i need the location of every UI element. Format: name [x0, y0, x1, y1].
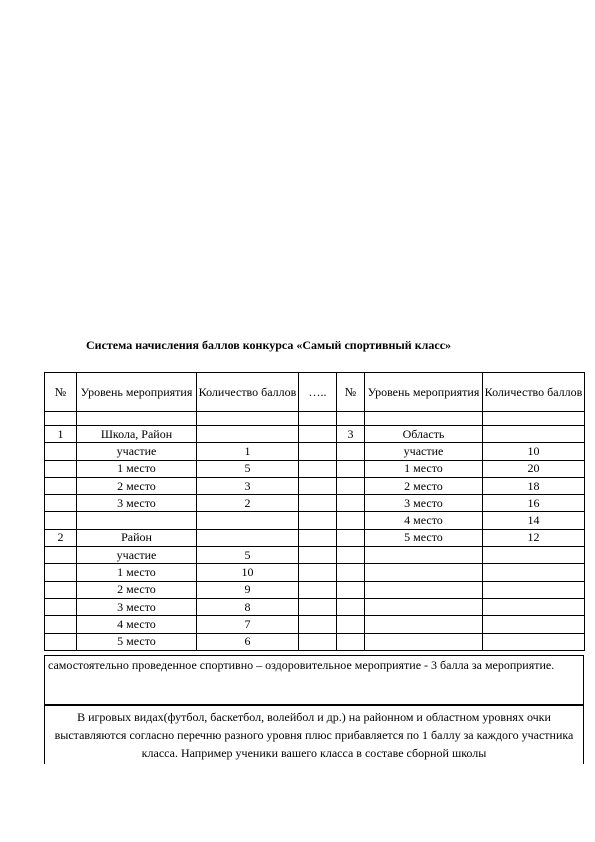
- table-cell: [197, 426, 299, 443]
- table-cell: 2: [197, 495, 299, 512]
- table-cell: 1: [45, 426, 77, 443]
- table-cell: участие: [365, 443, 483, 460]
- table-cell: Область: [365, 426, 483, 443]
- table-cell: [299, 598, 337, 615]
- table-cell: [197, 512, 299, 529]
- table-cell: [299, 495, 337, 512]
- table-row: [45, 598, 585, 615]
- header-cell: №: [45, 373, 77, 412]
- table-row: [45, 512, 585, 529]
- table-cell: [45, 495, 77, 512]
- table-cell: [45, 443, 77, 460]
- table-cell: 2 место: [77, 581, 197, 598]
- table-cell: [45, 564, 77, 581]
- team-sports-note: В игровых видах(футбол, баскетбол, волейбол и др.) на районном и областном уровнях очки выставляются согласно перечню разного уровня плюс прибавляется по 1 баллу за каждого участника класса. Например ученики вашего класса в составе сборной школы: [44, 705, 584, 764]
- table-cell: 5: [197, 547, 299, 564]
- table-cell: 10: [483, 443, 585, 460]
- header-cell: Уровень мероприятия: [77, 373, 197, 412]
- table-cell: [299, 460, 337, 477]
- table-cell: [483, 564, 585, 581]
- header-cell: №: [337, 373, 365, 412]
- table-cell: [45, 477, 77, 494]
- table-cell: [365, 581, 483, 598]
- table-cell: 14: [483, 512, 585, 529]
- header-cell: …..: [299, 373, 337, 412]
- table-cell: [299, 633, 337, 650]
- table-cell: участие: [77, 547, 197, 564]
- table-cell: [299, 443, 337, 460]
- table-cell: 4 место: [365, 512, 483, 529]
- table-cell: 1 место: [77, 564, 197, 581]
- table-cell: [337, 460, 365, 477]
- table-cell: [337, 598, 365, 615]
- table-cell: [365, 616, 483, 633]
- table-row: [45, 581, 585, 598]
- table-cell: [337, 529, 365, 546]
- table-row: [45, 495, 585, 512]
- table-cell: 3 место: [77, 495, 197, 512]
- table-row: [45, 477, 585, 494]
- table-row: [45, 547, 585, 564]
- table-cell: 8: [197, 598, 299, 615]
- table-cell: 5: [197, 460, 299, 477]
- table-cell: [337, 477, 365, 494]
- table-row: [45, 443, 585, 460]
- table-cell: [337, 581, 365, 598]
- header-cell: Количество баллов: [483, 373, 585, 412]
- table-cell: 3: [337, 426, 365, 443]
- table-cell: 5 место: [77, 633, 197, 650]
- table-cell: [299, 581, 337, 598]
- table-cell: [337, 495, 365, 512]
- table-cell: Район: [77, 529, 197, 546]
- table-cell: [483, 426, 585, 443]
- table-cell: [197, 529, 299, 546]
- table-row: [45, 460, 585, 477]
- empty-cell: [483, 412, 585, 426]
- table-cell: 12: [483, 529, 585, 546]
- score-table: [44, 372, 585, 651]
- table-cell: [483, 633, 585, 650]
- table-cell: [337, 633, 365, 650]
- table-cell: [365, 547, 483, 564]
- self-event-note: самостоятельно проведенное спортивно – оздоровительное мероприятие - 3 балла за мероприятие.: [44, 655, 584, 705]
- table-header-row: [45, 373, 585, 412]
- table-cell: [45, 598, 77, 615]
- table-cell: 6: [197, 633, 299, 650]
- table-cell: 2 место: [365, 477, 483, 494]
- table-row: [45, 616, 585, 633]
- table-cell: 3 место: [365, 495, 483, 512]
- header-cell: Уровень мероприятия: [365, 373, 483, 412]
- table-cell: [483, 547, 585, 564]
- table-cell: [337, 547, 365, 564]
- table-cell: [299, 616, 337, 633]
- table-cell: 2 место: [77, 477, 197, 494]
- table-row: [45, 633, 585, 650]
- table-cell: [299, 426, 337, 443]
- table-cell: [77, 512, 197, 529]
- table-cell: [299, 547, 337, 564]
- table-cell: Школа, Район: [77, 426, 197, 443]
- table-cell: участие: [77, 443, 197, 460]
- table-cell: [365, 598, 483, 615]
- document-title: Система начисления баллов конкурса «Самый спортивный класс»: [86, 338, 452, 352]
- table-cell: 1: [197, 443, 299, 460]
- table-cell: [299, 564, 337, 581]
- header-cell: Количество баллов: [197, 373, 299, 412]
- table-cell: [45, 633, 77, 650]
- table-cell: [337, 564, 365, 581]
- table-cell: [365, 564, 483, 581]
- empty-cell: [365, 412, 483, 426]
- table-cell: 10: [197, 564, 299, 581]
- table-cell: 3 место: [77, 598, 197, 615]
- table-cell: [483, 598, 585, 615]
- table-cell: 5 место: [365, 529, 483, 546]
- table-cell: [45, 512, 77, 529]
- table-cell: 9: [197, 581, 299, 598]
- table-cell: [337, 443, 365, 460]
- table-cell: [45, 547, 77, 564]
- table-cell: [299, 529, 337, 546]
- table-cell: [483, 616, 585, 633]
- empty-cell: [77, 412, 197, 426]
- table-cell: 3: [197, 477, 299, 494]
- table-cell: [45, 460, 77, 477]
- table-cell: [299, 477, 337, 494]
- table-cell: [483, 581, 585, 598]
- empty-cell: [45, 412, 77, 426]
- empty-cell: [337, 412, 365, 426]
- table-cell: 1 место: [77, 460, 197, 477]
- table-cell: 7: [197, 616, 299, 633]
- table-row: [45, 564, 585, 581]
- table-cell: [45, 581, 77, 598]
- empty-cell: [299, 412, 337, 426]
- table-cell: 18: [483, 477, 585, 494]
- table-cell: 1 место: [365, 460, 483, 477]
- table-cell: [337, 616, 365, 633]
- table-cell: 20: [483, 460, 585, 477]
- table-row: [45, 529, 585, 546]
- table-row: [45, 426, 585, 443]
- table-cell: [45, 616, 77, 633]
- table-cell: 4 место: [77, 616, 197, 633]
- table-spacer-row: [45, 412, 585, 426]
- empty-cell: [197, 412, 299, 426]
- table-cell: 2: [45, 529, 77, 546]
- table-cell: [337, 512, 365, 529]
- table-cell: [299, 512, 337, 529]
- table-cell: 16: [483, 495, 585, 512]
- table-cell: [365, 633, 483, 650]
